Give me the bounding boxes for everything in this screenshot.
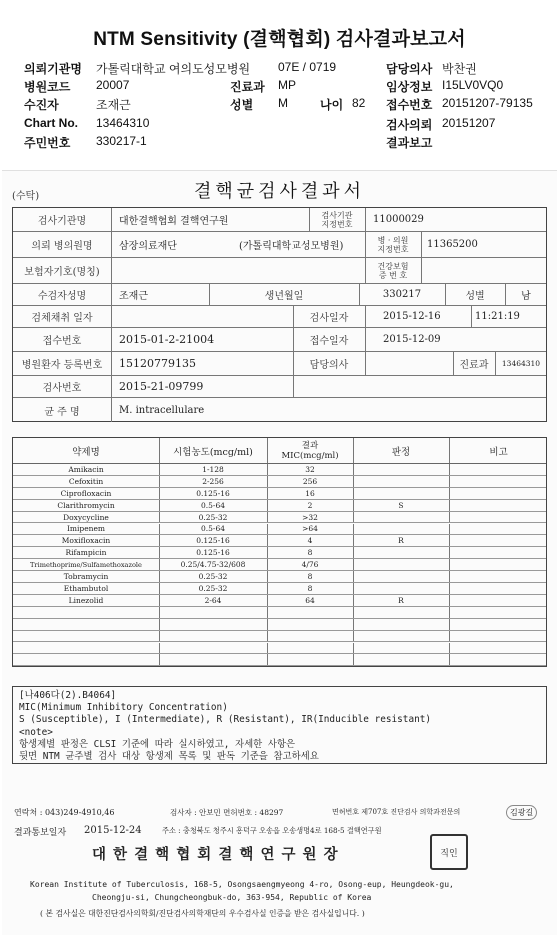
label-line: 지정번호 [377, 244, 409, 254]
drug-row [13, 643, 546, 655]
english-address-1: Korean Institute of Tuberculosis, 168-5, Osongsaengmyeong 4-ro, Osong-eup, Heungdeok-gu, [30, 880, 454, 889]
contact-text: 연락처 : 043)249-4910,46 [14, 808, 115, 817]
drug-cell-drug [13, 607, 159, 618]
hdr-label: Chart No. [24, 116, 78, 130]
drug-row [13, 607, 546, 619]
report-date-value: 2015-12-24 [84, 825, 142, 836]
cell-label: 보험자기호(명칭) [24, 267, 100, 278]
drug-row [13, 547, 546, 559]
col-header: 시험농도(mcg/ml) [173, 446, 253, 458]
hdr-label: 주민번호 [24, 136, 71, 150]
drug-cell-conc: 0.5-64 [200, 524, 225, 534]
label-line: 증 번 호 [378, 270, 408, 280]
hdr-value: 20151207 [442, 116, 496, 130]
drug-row [13, 559, 546, 571]
drug-cell-interp [353, 547, 449, 558]
cell-value: 삼장의료재단 [119, 241, 177, 252]
header-row-4 [0, 116, 559, 134]
report-title: NTM Sensitivity (결핵협회) 검사결과보고서 [93, 29, 466, 50]
cell-value: 2015-21-09799 [119, 380, 204, 393]
col-header: 비고 [489, 446, 508, 458]
drug-row [13, 595, 546, 607]
drug-row [13, 654, 546, 666]
hdr-value: 가톨릭대학교 여의도성모병원 [96, 62, 251, 76]
hdr-label: 의뢰기관명 [24, 62, 82, 76]
drug-cell-interp: R [398, 595, 404, 605]
info-row [13, 258, 546, 284]
hdr-value: 82 [352, 96, 366, 110]
drug-cell-mic: 8 [307, 583, 313, 593]
hdr-value: 07E / 0719 [278, 60, 337, 74]
cell-label [365, 258, 421, 283]
hdr-label: 결과보고 [386, 136, 433, 150]
drug-table-header [13, 438, 546, 464]
drug-cell-mic: 4/76 [301, 560, 319, 570]
drug-row [13, 631, 546, 643]
drug-cell-mic: 16 [305, 488, 315, 498]
cell-label: 접수일자 [309, 336, 349, 347]
info-row [13, 306, 546, 328]
col-header: 판정 [391, 446, 411, 458]
info-row [13, 398, 546, 422]
drug-cell-drug [13, 654, 159, 665]
drug-row [13, 583, 546, 595]
hdr-label: 접수번호 [386, 98, 433, 112]
cell-value: 13464310 [501, 359, 541, 368]
label-line: 지정번호 [321, 219, 353, 229]
header-row-1 [0, 60, 559, 78]
hdr-value: 20151207-79135 [442, 96, 533, 110]
header-row-3 [0, 96, 559, 114]
drug-cell-drug: Linezolid [68, 595, 104, 605]
hdr-value: 13464310 [96, 116, 150, 130]
header-row-5 [0, 134, 559, 152]
info-row [13, 352, 546, 376]
drug-cell-drug: Amikacin [68, 464, 104, 474]
drug-cell-conc: 0.125-16 [196, 548, 230, 558]
cell-label [365, 232, 421, 257]
cell-value: 330217 [382, 289, 422, 300]
info-row [13, 232, 546, 258]
drug-cell-interp [353, 607, 449, 618]
note-line: S (Susceptible), I (Intermediate), R (Resistant), IR(Inducible resistant) [19, 714, 432, 726]
note-line: [나406다(2).B4064] [19, 690, 117, 701]
drug-row [13, 619, 546, 631]
drug-cell-mic: 256 [302, 476, 318, 486]
hdr-value: 박찬권 [442, 62, 477, 76]
note-line: 항생제별 판정은 CLSI 기준에 따라 실시하였고, 자세한 사항은 [19, 738, 296, 750]
drug-cell-interp: S [398, 500, 404, 510]
drug-cell-drug: Ethambutol [63, 583, 109, 593]
drug-cell-interp [353, 524, 449, 535]
drug-cell-mic: 2 [307, 500, 313, 510]
cell-value: 11365200 [427, 239, 478, 250]
col-header: 약제명 [72, 446, 100, 458]
hdr-label: 성별 [230, 98, 254, 112]
drug-cell-conc: 2-64 [204, 595, 222, 605]
drug-cell-conc [159, 643, 267, 654]
drug-cell-interp [353, 631, 449, 642]
drug-cell-conc [159, 631, 267, 642]
drug-row [13, 476, 546, 488]
cell-label: 검사일자 [309, 313, 349, 324]
drug-cell-interp [353, 464, 449, 475]
hdr-label: 나이 [320, 98, 344, 112]
cell-label: 병원환자 등록번호 [21, 360, 103, 371]
drug-cell-mic [267, 619, 353, 630]
cell-value: 15120779135 [119, 357, 196, 370]
english-address-2: Cheongju-si, Chungcheongbuk-do, 363-954, Republic of Korea [92, 893, 372, 902]
cell-label: 진료과 [459, 360, 489, 371]
license-text: 면허번호 제707호 진단검사 의학과전문의 [332, 808, 461, 816]
col-header [267, 438, 353, 463]
hdr-label: 수진자 [24, 98, 59, 112]
drug-cell-drug: Trimethoprime/Sulfamethoxazole [30, 560, 142, 569]
scan-tag: (수탁) [12, 191, 40, 202]
report-date-label: 결과통보일자 [14, 828, 67, 838]
drug-cell-mic: 32 [305, 464, 315, 474]
drug-cell-interp [353, 559, 449, 570]
cell-label: 검사기관명 [37, 216, 87, 227]
note-line: <note> [19, 726, 53, 738]
drug-cell-conc: 0.25-32 [198, 572, 228, 582]
drug-table [12, 437, 547, 667]
drug-cell-mic [267, 643, 353, 654]
note-line: MIC(Minimum Inhibitory Concentration) [19, 702, 228, 714]
cell-label: 의뢰 병의원명 [31, 241, 93, 252]
cell-value: 2015-12-09 [383, 334, 441, 345]
drug-cell-conc [159, 607, 267, 618]
hdr-value: 조재근 [96, 98, 131, 112]
drug-cell-interp [353, 583, 449, 594]
hdr-value: 20007 [96, 78, 130, 92]
cell-value: 2015-01-2-21004 [119, 333, 215, 346]
hdr-label: 임상정보 [386, 80, 433, 94]
drug-cell-mic: >32 [302, 512, 318, 522]
drug-cell-conc: 0.5-64 [200, 500, 225, 510]
cell-value: 조재근 [119, 291, 148, 302]
label-line: 건강보험 [377, 261, 409, 271]
drug-row [13, 571, 546, 583]
header-line: 결과 [301, 440, 319, 451]
cell-label: 균 주 명 [44, 406, 80, 418]
drug-cell-conc: 0.125-16 [196, 488, 230, 498]
drug-cell-interp [353, 488, 449, 499]
drug-cell-conc: 0.25/4.75-32/608 [180, 560, 246, 570]
cell-value: 11000029 [373, 214, 424, 225]
drug-cell-interp [353, 476, 449, 487]
hdr-value: 330217-1 [96, 134, 147, 148]
official-seal: 직인 [430, 834, 468, 870]
drug-cell-conc: 2-256 [202, 476, 224, 486]
drug-row [13, 464, 546, 476]
cell-label [309, 208, 365, 231]
drug-cell-conc: 0.25-32 [198, 583, 228, 593]
drug-cell-drug: Tobramycin [63, 572, 109, 582]
cell-value: 대한결핵협회 결핵연구원 [119, 216, 229, 227]
info-table [12, 207, 547, 422]
drug-cell-drug: Rifampicin [65, 548, 107, 558]
info-row [13, 208, 546, 232]
drug-cell-mic: 8 [307, 548, 313, 558]
org-name: 대 한 결 핵 협 회 결 핵 연 구 원 장 [92, 846, 339, 863]
drug-cell-mic [267, 654, 353, 665]
hdr-label: 검사의뢰 [386, 118, 433, 132]
drug-row [13, 535, 546, 547]
hdr-value: I15LV0VQ0 [442, 78, 504, 92]
drug-row [13, 524, 546, 536]
drug-cell-interp [353, 619, 449, 630]
cell-value: 2015-12-16 [383, 311, 441, 322]
info-row [13, 328, 546, 352]
header-line: MIC(mcg/ml) [281, 450, 339, 461]
cell-value: (가톨릭대학교성모병원) [239, 241, 344, 252]
drug-row [13, 512, 546, 524]
drug-cell-conc [159, 654, 267, 665]
label-line: 검사기관 [321, 210, 353, 220]
drug-row [13, 500, 546, 512]
drug-cell-drug: Moxifloxacin [61, 536, 111, 546]
specialist-seal: 김광길 [506, 805, 537, 820]
hdr-label: 진료과 [230, 80, 265, 94]
examiner-text: 검사자 : 안보민 면허번호 : 48297 [170, 808, 284, 817]
certification-text: ( 본 검사실은 대한진단검사의학회/진단검사의학재단의 우수검사실 인증을 받은 검사실입니다. ) [40, 909, 365, 918]
drug-cell-interp [353, 643, 449, 654]
drug-cell-drug: Ciprofloxacin [60, 488, 112, 498]
cell-label: 성별 [465, 291, 485, 302]
cell-value: 남 [521, 291, 531, 302]
drug-cell-mic: 4 [307, 536, 313, 546]
drug-cell-interp [353, 512, 449, 523]
drug-cell-interp [353, 571, 449, 582]
drug-cell-drug [13, 619, 159, 630]
cell-label: 검체채취 일자 [31, 313, 93, 324]
cell-label: 담당의사 [309, 360, 349, 371]
drug-cell-mic: 8 [307, 572, 313, 582]
drug-cell-drug: Imipenem [66, 524, 106, 534]
hdr-label: 병원코드 [24, 80, 71, 94]
address-text: 주소 : 충청북도 청주시 흥덕구 오송읍 오송생명4로 168-5 결핵연구원 [162, 826, 382, 835]
info-row [13, 376, 546, 398]
drug-cell-interp [353, 654, 449, 665]
cell-value: 11:21:19 [475, 311, 520, 322]
cell-value: M. intracellulare [119, 404, 205, 416]
drug-cell-conc [159, 619, 267, 630]
cell-label: 수검자성명 [37, 291, 87, 302]
drug-cell-drug [13, 643, 159, 654]
drug-cell-mic [267, 607, 353, 618]
drug-cell-drug [13, 631, 159, 642]
drug-cell-conc: 1-128 [202, 464, 224, 474]
info-row [13, 284, 546, 306]
drug-cell-drug: Cefoxitin [68, 476, 104, 486]
hdr-value: M [278, 96, 288, 110]
note-line: 뒷면 NTM 균주별 검사 대상 항생제 목록 및 판독 기준을 참고하세요 [19, 751, 319, 763]
drug-cell-mic: >64 [302, 524, 318, 534]
cell-label: 검사번호 [42, 383, 82, 394]
scan-title: 결핵균검사결과서 [193, 181, 366, 202]
drug-cell-drug: Clarithromycin [57, 500, 115, 510]
drug-cell-mic [267, 631, 353, 642]
hdr-value: MP [278, 78, 296, 92]
cell-label: 생년월일 [264, 291, 304, 302]
drug-cell-mic: 64 [305, 595, 315, 605]
drug-row [13, 488, 546, 500]
drug-cell-conc: 0.25-32 [198, 512, 228, 522]
drug-cell-conc: 0.125-16 [196, 536, 230, 546]
hdr-label: 담당의사 [386, 62, 433, 76]
drug-cell-drug: Doxycycline [63, 512, 109, 522]
header-row-2 [0, 78, 559, 96]
drug-cell-interp: R [398, 536, 404, 546]
cell-label: 접수번호 [42, 336, 82, 347]
label-line: 병 · 의원 [377, 235, 409, 245]
scanned-report [2, 170, 557, 935]
notes-box [12, 686, 547, 764]
